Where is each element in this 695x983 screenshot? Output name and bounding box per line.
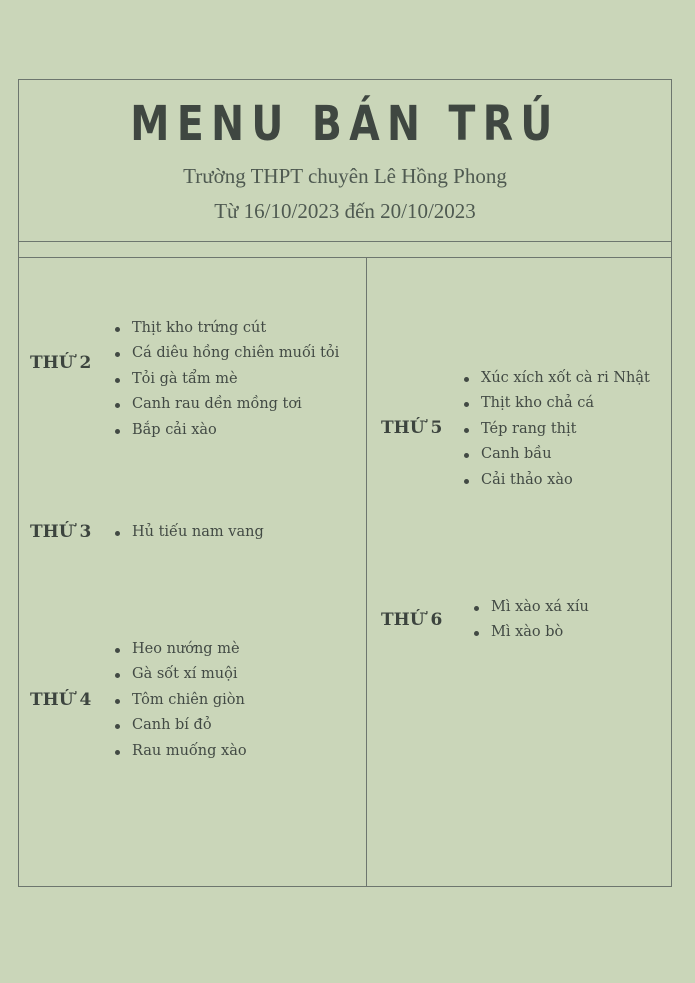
bullet-icon: [464, 402, 469, 407]
bullet-icon: [115, 531, 120, 536]
bullet-icon: [115, 699, 120, 704]
bullet-icon: [464, 479, 469, 484]
bullet-icon: [115, 327, 120, 332]
bullet-icon: [464, 428, 469, 433]
bullet-icon: [115, 724, 120, 729]
bullet-icon: [115, 648, 120, 653]
bullet-icon: [464, 377, 469, 382]
dish-list: [115, 316, 339, 443]
dish-item: Mì xào bò: [474, 620, 589, 645]
bullet-icon: [115, 673, 120, 678]
menu-frame: [18, 79, 672, 887]
dish-list: [464, 366, 650, 493]
dish-item: Tép rang thịt: [464, 417, 650, 442]
bullet-icon: [474, 631, 479, 636]
dish-item: Canh bầu: [464, 442, 650, 467]
dish-item: Thịt kho trứng cút: [115, 316, 339, 341]
dish-item: Tỏi gà tẩm mè: [115, 367, 339, 392]
dish-item: Canh rau dền mồng tơi: [115, 392, 339, 417]
day-label: THỨ 4: [30, 690, 92, 710]
day-label: THỨ 6: [381, 610, 443, 630]
dish-item: Mì xào xá xíu: [474, 595, 589, 620]
dish-item: Cá diêu hồng chiên muối tỏi: [115, 341, 339, 366]
bullet-icon: [115, 352, 120, 357]
bullet-icon: [115, 750, 120, 755]
header-divider-top: [19, 241, 671, 242]
dish-item: Tôm chiên giòn: [115, 688, 247, 713]
dish-item: Thịt kho chả cá: [464, 391, 650, 416]
bullet-icon: [115, 429, 120, 434]
dish-item: Hủ tiếu nam vang: [115, 520, 264, 545]
school-name: Trường THPT chuyên Lê Hồng Phong: [183, 164, 507, 188]
dish-item: Gà sốt xí muội: [115, 662, 247, 687]
dish-list: [474, 595, 589, 646]
dish-list: [115, 637, 247, 764]
column-divider: [366, 257, 367, 887]
bullet-icon: [474, 606, 479, 611]
bullet-icon: [464, 453, 469, 458]
dish-list: [115, 520, 264, 545]
dish-item: Canh bí đỏ: [115, 713, 247, 738]
dish-item: Cải thảo xào: [464, 468, 650, 493]
dish-item: Xúc xích xốt cà ri Nhật: [464, 366, 650, 391]
menu-title: MENU BÁN TRÚ: [130, 96, 560, 152]
menu-header: [19, 80, 671, 241]
dish-item: Bắp cải xào: [115, 418, 339, 443]
date-range: Từ 16/10/2023 đến 20/10/2023: [214, 199, 476, 223]
day-label: THỨ 5: [381, 418, 443, 438]
bullet-icon: [115, 403, 120, 408]
bullet-icon: [115, 378, 120, 383]
header-divider-bottom: [19, 257, 671, 258]
day-label: THỨ 3: [30, 522, 92, 542]
dish-item: Heo nướng mè: [115, 637, 247, 662]
day-label: THỨ 2: [30, 353, 92, 373]
dish-item: Rau muống xào: [115, 739, 247, 764]
